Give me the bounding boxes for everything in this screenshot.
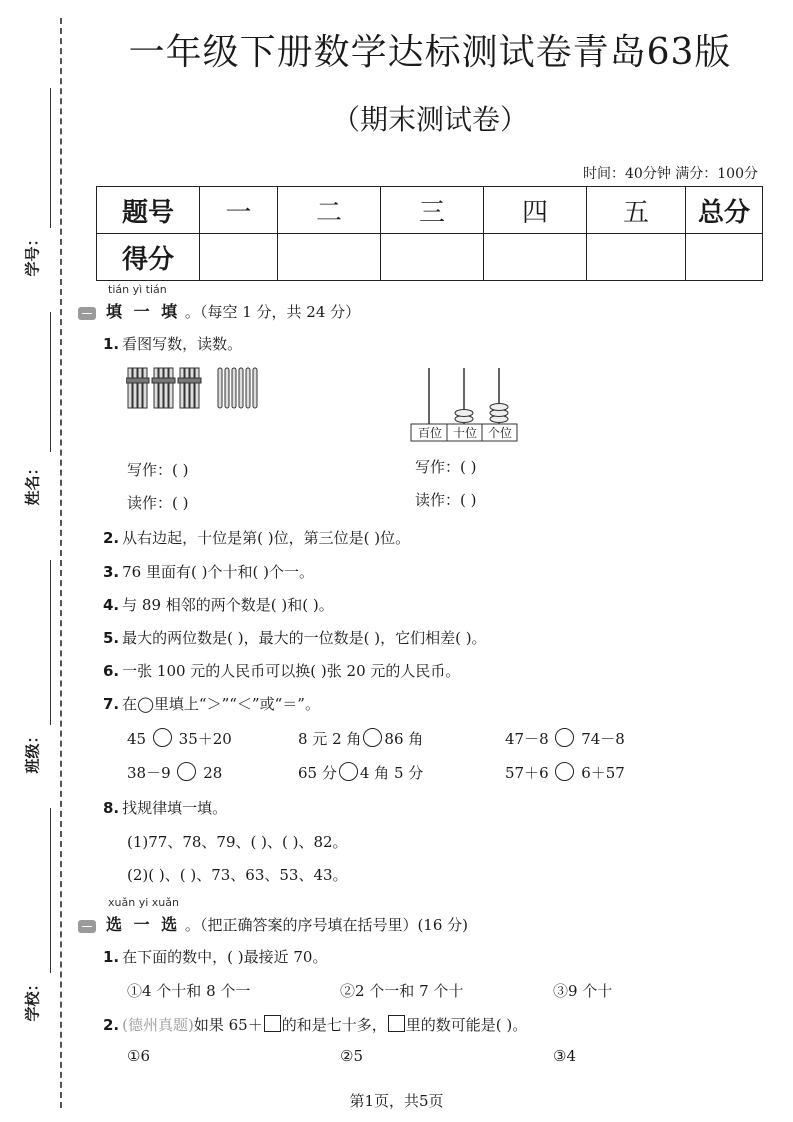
bundle-1 bbox=[126, 368, 149, 408]
school-line[interactable] bbox=[50, 808, 51, 973]
write-left-field[interactable]: 写作：( ) bbox=[127, 461, 189, 479]
compare-circle[interactable] bbox=[177, 762, 196, 781]
single-sticks bbox=[218, 368, 257, 408]
compare-circle[interactable] bbox=[555, 728, 574, 747]
section1-title: 填 一 填 bbox=[106, 302, 181, 321]
option-2[interactable]: ②2 个一和 7 个十 bbox=[340, 982, 464, 1000]
question-7 bbox=[103, 693, 320, 714]
question-number: 2. bbox=[103, 1016, 120, 1034]
question-number: 4. bbox=[103, 596, 120, 614]
section1-dot: 。 bbox=[180, 303, 200, 321]
student-number-field bbox=[14, 88, 54, 288]
score-cell-5[interactable] bbox=[587, 234, 686, 281]
read-right-field[interactable]: 读作：( ) bbox=[415, 491, 477, 509]
compare-item-1 bbox=[127, 728, 232, 749]
section1-pinyin: tián yì tián bbox=[108, 283, 167, 296]
question-number: 8. bbox=[103, 799, 120, 817]
question-5 bbox=[103, 627, 487, 648]
option-1[interactable]: ①4 个十和 8 个一 bbox=[127, 982, 251, 1000]
write-right-field[interactable]: 写作：( ) bbox=[415, 458, 477, 476]
school-field bbox=[14, 808, 54, 1028]
section2-title: 选 一 选 bbox=[106, 915, 181, 934]
abacus-label-ones: 个位 bbox=[487, 426, 512, 440]
score-cell-total[interactable] bbox=[686, 234, 763, 281]
question-text: 从右边起，十位是第( )位，第三位是( )位。 bbox=[122, 529, 411, 547]
score-cell-3[interactable] bbox=[381, 234, 484, 281]
stick-bundles-image bbox=[126, 364, 266, 414]
name-label: 姓名： bbox=[23, 460, 42, 506]
question-text: 与 89 相邻的两个数是( )和( )。 bbox=[122, 596, 334, 614]
option-3[interactable]: ③9 个十 bbox=[553, 982, 613, 1000]
read-left-field[interactable]: 读作：( ) bbox=[127, 494, 189, 512]
score-col-2: 二 bbox=[278, 187, 381, 234]
page-subtitle: （期末测试卷） bbox=[331, 103, 528, 136]
blank-box[interactable] bbox=[388, 1015, 405, 1032]
page-footer: 第1页，共5页 bbox=[349, 1092, 444, 1110]
student-number-line[interactable] bbox=[50, 88, 51, 228]
score-cell-1[interactable] bbox=[200, 234, 278, 281]
question-3 bbox=[103, 561, 314, 582]
question-1 bbox=[103, 333, 242, 354]
name-field bbox=[14, 312, 54, 522]
section1-note: （每空 1 分，共 24 分） bbox=[199, 303, 361, 321]
compare-right: 6＋57 bbox=[581, 764, 625, 782]
question-text: 最大的两位数是( )，最大的一位数是( )，它们相差( )。 bbox=[122, 629, 487, 647]
compare-left: 57＋6 bbox=[505, 764, 549, 782]
section-badge-icon bbox=[78, 307, 96, 320]
score-cell-4[interactable] bbox=[484, 234, 587, 281]
question-text: 在下面的数中，( )最接近 70。 bbox=[122, 948, 328, 966]
score-value-row bbox=[97, 234, 763, 281]
question-text: 76 里面有( )个十和( )个一。 bbox=[122, 563, 314, 581]
compare-right: 86 角 bbox=[384, 730, 424, 748]
option-2[interactable]: ②5 bbox=[340, 1047, 363, 1065]
page-title: 一年级下册数学达标测试卷青岛63版 bbox=[128, 32, 732, 73]
section2-note: （把正确答案的序号填在括号里）(16 分) bbox=[199, 916, 468, 934]
question-6 bbox=[103, 660, 460, 681]
question-number: 2. bbox=[103, 529, 120, 547]
time-info: 时间：40分钟 满分：100分 bbox=[583, 166, 758, 182]
section2-heading bbox=[78, 912, 468, 935]
student-number-label: 学号： bbox=[23, 231, 42, 277]
pattern-line-1[interactable]: (1)77、78、79、( )、( )、82。 bbox=[127, 833, 348, 851]
compare-right: 74－8 bbox=[581, 730, 625, 748]
option-3[interactable]: ③4 bbox=[553, 1047, 576, 1065]
compare-right: 35＋20 bbox=[178, 730, 232, 748]
question-text: 在◯里填上“＞”“＜”或“＝”。 bbox=[122, 695, 320, 713]
class-line[interactable] bbox=[50, 560, 51, 725]
option-1[interactable]: ①6 bbox=[127, 1047, 150, 1065]
compare-left: 65 分 bbox=[298, 764, 337, 782]
score-row-label: 得分 bbox=[97, 234, 200, 281]
question-text: 一张 100 元的人民币可以换( )张 20 元的人民币。 bbox=[122, 662, 461, 680]
compare-left: 38－9 bbox=[127, 764, 171, 782]
compare-circle[interactable] bbox=[363, 728, 382, 747]
score-header-label: 题号 bbox=[97, 187, 200, 234]
question-number: 5. bbox=[103, 629, 120, 647]
section-badge-icon bbox=[78, 920, 96, 933]
compare-left: 47－8 bbox=[505, 730, 549, 748]
question-source: (德州真题) bbox=[122, 1016, 194, 1034]
compare-item-3 bbox=[505, 728, 625, 749]
compare-item-6 bbox=[505, 762, 625, 783]
compare-left: 45 bbox=[127, 730, 147, 748]
question-text-b: 的和是七十多， bbox=[281, 1016, 387, 1034]
section2-dot: 。 bbox=[180, 916, 200, 934]
compare-item-4 bbox=[127, 762, 222, 783]
bundle-2 bbox=[152, 368, 175, 408]
compare-circle[interactable] bbox=[153, 728, 172, 747]
score-cell-2[interactable] bbox=[278, 234, 381, 281]
choice-question-2 bbox=[103, 1014, 527, 1035]
question-number: 1. bbox=[103, 335, 120, 353]
compare-right: 4 角 5 分 bbox=[359, 764, 424, 782]
question-text-a: 如果 65＋ bbox=[193, 1016, 263, 1034]
question-2 bbox=[103, 527, 410, 548]
score-table bbox=[96, 186, 763, 281]
score-col-5: 五 bbox=[587, 187, 686, 234]
class-field bbox=[14, 560, 54, 790]
binding-dash-line bbox=[60, 18, 62, 1108]
compare-circle[interactable] bbox=[555, 762, 574, 781]
class-label: 班级： bbox=[23, 728, 42, 774]
question-number: 7. bbox=[103, 695, 120, 713]
school-label: 学校： bbox=[23, 976, 42, 1022]
compare-item-5 bbox=[298, 762, 423, 783]
abacus-label-hundreds: 百位 bbox=[417, 426, 442, 440]
compare-item-2 bbox=[298, 728, 423, 749]
compare-right: 28 bbox=[203, 764, 223, 782]
question-number: 6. bbox=[103, 662, 120, 680]
blank-box[interactable] bbox=[264, 1015, 281, 1032]
question-number: 3. bbox=[103, 563, 120, 581]
compare-left: 8 元 2 角 bbox=[298, 730, 362, 748]
question-text: 看图写数，读数。 bbox=[122, 335, 243, 353]
name-line[interactable] bbox=[50, 312, 51, 452]
section1-heading bbox=[78, 299, 360, 322]
choice-question-1 bbox=[103, 946, 327, 967]
score-header-row bbox=[97, 187, 763, 234]
bundle-3 bbox=[178, 368, 201, 408]
question-number: 1. bbox=[103, 948, 120, 966]
question-text: 找规律填一填。 bbox=[122, 799, 228, 817]
score-col-3: 三 bbox=[381, 187, 484, 234]
pattern-line-2[interactable]: (2)( )、( )、73、63、53、43。 bbox=[127, 866, 348, 884]
question-4 bbox=[103, 594, 334, 615]
score-col-4: 四 bbox=[484, 187, 587, 234]
section2-pinyin: xuǎn yi xuǎn bbox=[108, 896, 179, 909]
question-8 bbox=[103, 797, 227, 818]
abacus-label-tens: 十位 bbox=[452, 426, 477, 440]
score-col-total: 总分 bbox=[686, 187, 763, 234]
score-col-1: 一 bbox=[200, 187, 278, 234]
question-text-c: 里的数可能是( )。 bbox=[405, 1016, 528, 1034]
compare-circle[interactable] bbox=[339, 762, 358, 781]
